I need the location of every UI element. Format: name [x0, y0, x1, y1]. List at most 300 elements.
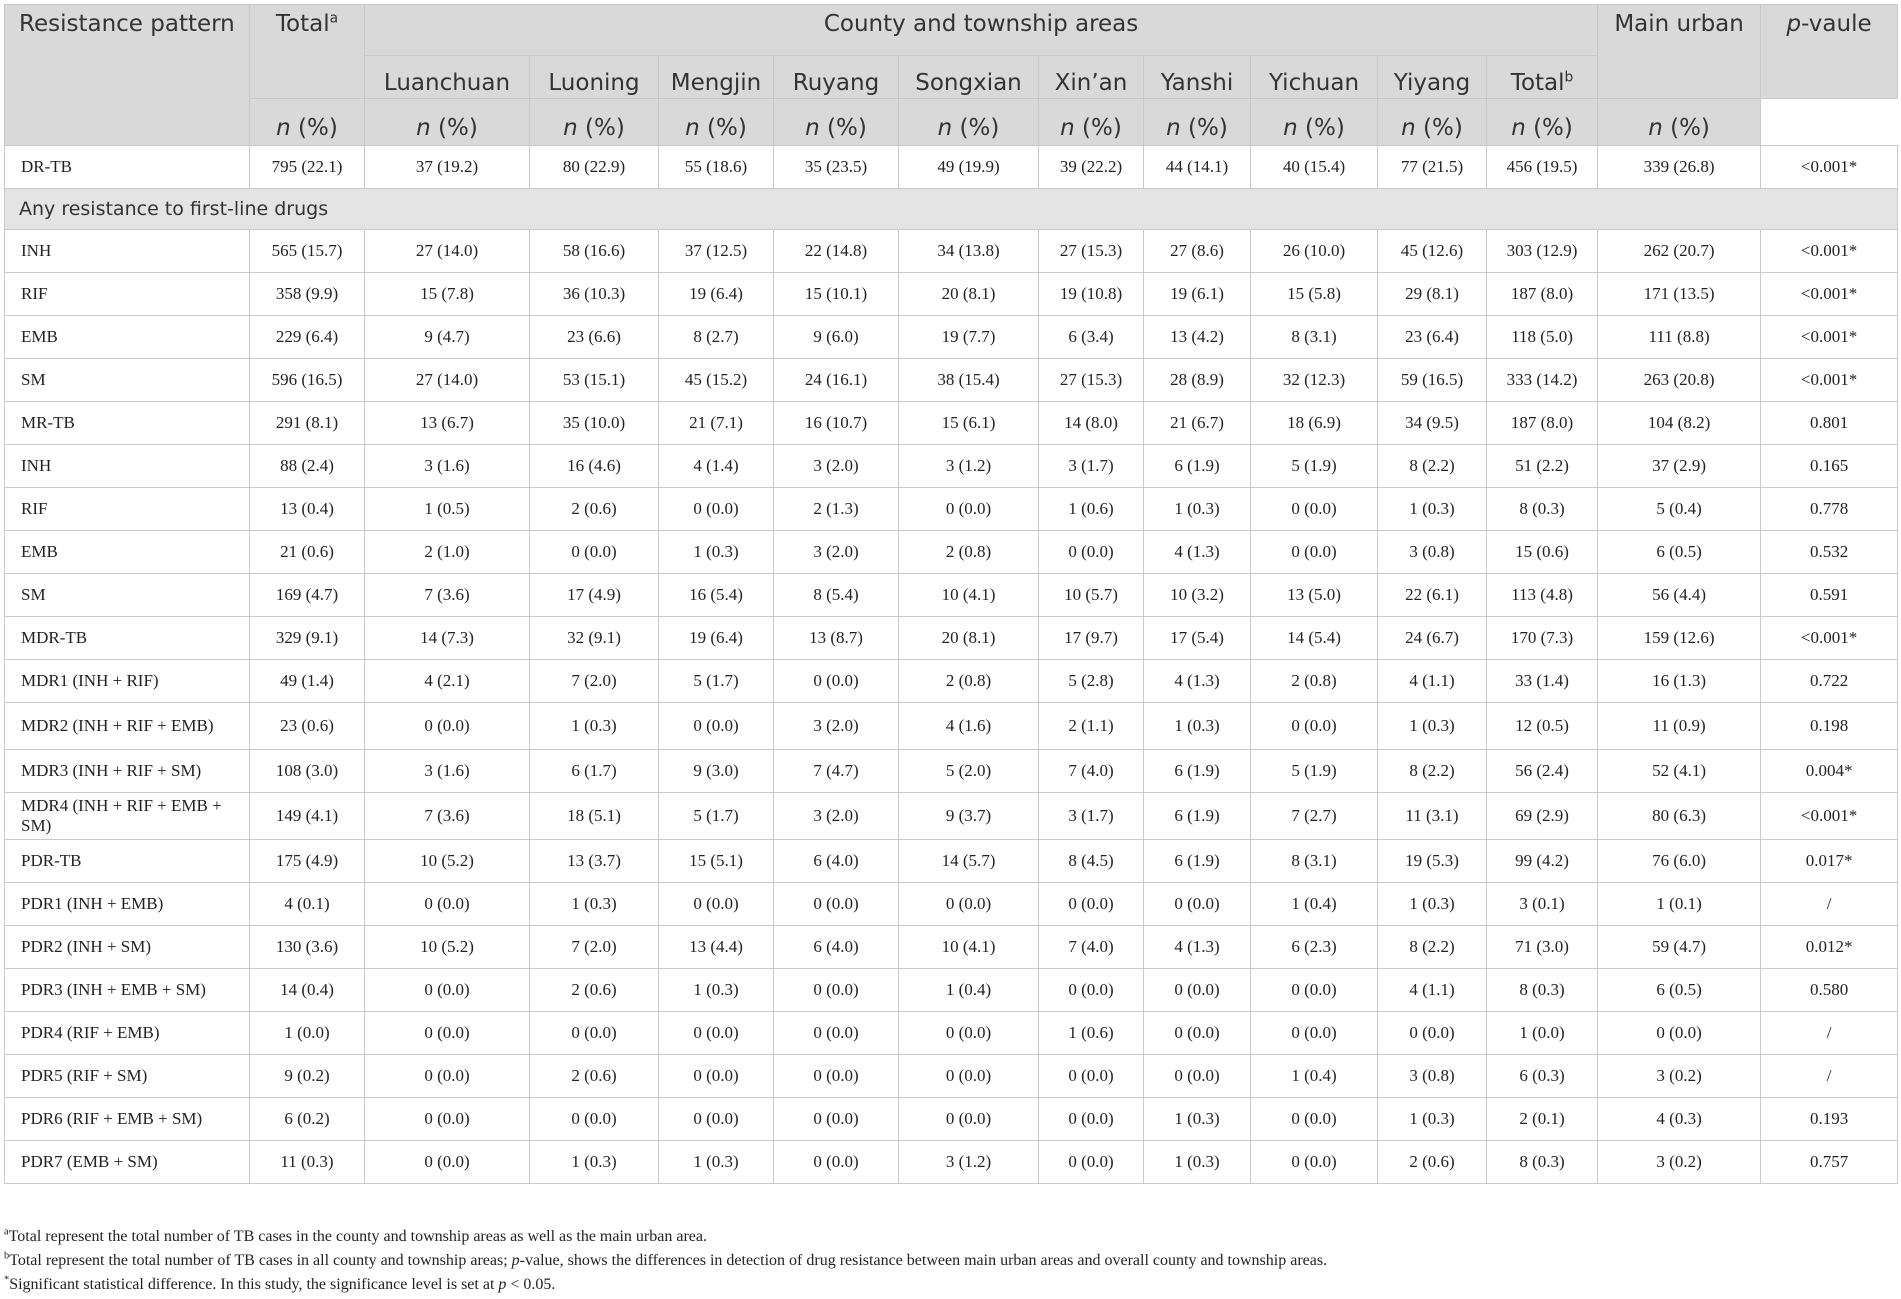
row-label: PDR3 (INH + EMB + SM) [5, 969, 250, 1012]
table-cell: 1 (0.3) [530, 1141, 659, 1184]
table-cell: 130 (3.6) [250, 926, 365, 969]
table-cell: 21 (6.7) [1144, 402, 1251, 445]
table-cell: 8 (5.4) [774, 574, 899, 617]
table-cell: 7 (4.7) [774, 750, 899, 793]
table-cell: 19 (6.1) [1144, 273, 1251, 316]
table-row [5, 230, 1898, 273]
p-value-cell: 0.012* [1761, 926, 1898, 969]
table-cell: 329 (9.1) [250, 617, 365, 660]
table-cell: 36 (10.3) [530, 273, 659, 316]
table-cell: 77 (21.5) [1378, 146, 1487, 189]
table-cell: 13 (4.2) [1144, 316, 1251, 359]
p-value-cell: 0.801 [1761, 402, 1898, 445]
table-row [5, 273, 1898, 316]
table-cell: 1 (0.3) [530, 883, 659, 926]
table-row [5, 316, 1898, 359]
table-cell: 3 (0.2) [1598, 1141, 1761, 1184]
table-cell: 6 (4.0) [774, 840, 899, 883]
table-cell: 13 (5.0) [1251, 574, 1378, 617]
table-cell: 6 (2.3) [1251, 926, 1378, 969]
table-cell: 3 (0.8) [1378, 1055, 1487, 1098]
table-cell: 0 (0.0) [365, 883, 530, 926]
row-label: MDR2 (INH + RIF + EMB) [5, 703, 250, 750]
table-body [5, 146, 1898, 1184]
col-header-county: Songxian [899, 56, 1039, 99]
table-header [5, 5, 1898, 146]
row-label: PDR4 (RIF + EMB) [5, 1012, 250, 1055]
table-cell: 0 (0.0) [1144, 883, 1251, 926]
row-label: INH [5, 445, 250, 488]
col-group-county-township: County and township areas [365, 5, 1598, 56]
table-cell: 71 (3.0) [1487, 926, 1598, 969]
table-cell: 11 (3.1) [1378, 793, 1487, 840]
col-header-county: Yichuan [1251, 56, 1378, 99]
table-cell: 14 (0.4) [250, 969, 365, 1012]
table-cell: 1 (0.3) [1144, 1141, 1251, 1184]
table-cell: 0 (0.0) [659, 488, 774, 531]
unit-label: n (%) [1251, 99, 1378, 146]
col-header-county: Yiyang [1378, 56, 1487, 99]
table-cell: 33 (1.4) [1487, 660, 1598, 703]
p-value-cell: <0.001* [1761, 793, 1898, 840]
table-cell: 12 (0.5) [1487, 703, 1598, 750]
table-cell: 187 (8.0) [1487, 273, 1598, 316]
table-cell: 5 (1.9) [1251, 750, 1378, 793]
table-row [5, 1055, 1898, 1098]
p-value-cell: <0.001* [1761, 316, 1898, 359]
col-header-county: Luanchuan [365, 56, 530, 99]
table-cell: 15 (10.1) [774, 273, 899, 316]
table-cell: 58 (16.6) [530, 230, 659, 273]
table-cell: 0 (0.0) [774, 1098, 899, 1141]
table-cell: 52 (4.1) [1598, 750, 1761, 793]
table-row [5, 969, 1898, 1012]
row-label: SM [5, 574, 250, 617]
p-value-cell: 0.532 [1761, 531, 1898, 574]
table-cell: 263 (20.8) [1598, 359, 1761, 402]
table-cell: 21 (7.1) [659, 402, 774, 445]
table-cell: 0 (0.0) [365, 1098, 530, 1141]
table-cell: 0 (0.0) [530, 531, 659, 574]
table-cell: 1 (0.4) [899, 969, 1039, 1012]
table-cell: 2 (1.0) [365, 531, 530, 574]
p-value-cell: / [1761, 1012, 1898, 1055]
row-label: EMB [5, 316, 250, 359]
table-cell: 59 (16.5) [1378, 359, 1487, 402]
table-cell: 0 (0.0) [365, 969, 530, 1012]
table-cell: 27 (15.3) [1039, 230, 1144, 273]
table-cell: 1 (0.0) [250, 1012, 365, 1055]
table-cell: 171 (13.5) [1598, 273, 1761, 316]
table-cell: 456 (19.5) [1487, 146, 1598, 189]
table-row [5, 574, 1898, 617]
p-value-cell: 0.017* [1761, 840, 1898, 883]
table-cell: 6 (1.9) [1144, 445, 1251, 488]
table-cell: 26 (10.0) [1251, 230, 1378, 273]
table-cell: 3 (0.8) [1378, 531, 1487, 574]
row-label: PDR1 (INH + EMB) [5, 883, 250, 926]
unit-label: n (%) [774, 99, 899, 146]
table-cell: 0 (0.0) [1039, 531, 1144, 574]
table-cell: 3 (1.7) [1039, 793, 1144, 840]
table-cell: 15 (6.1) [899, 402, 1039, 445]
table-cell: 291 (8.1) [250, 402, 365, 445]
table-cell: 20 (8.1) [899, 273, 1039, 316]
table-cell: 0 (0.0) [1251, 531, 1378, 574]
table-cell: 339 (26.8) [1598, 146, 1761, 189]
table-cell: 0 (0.0) [365, 1141, 530, 1184]
table-cell: 6 (0.5) [1598, 531, 1761, 574]
row-label: PDR7 (EMB + SM) [5, 1141, 250, 1184]
table-cell: 9 (3.0) [659, 750, 774, 793]
table-cell: 27 (15.3) [1039, 359, 1144, 402]
table-cell: 0 (0.0) [899, 488, 1039, 531]
table-cell: 2 (1.1) [1039, 703, 1144, 750]
table-cell: 1 (0.1) [1598, 883, 1761, 926]
table-cell: 3 (2.0) [774, 445, 899, 488]
table-cell: 28 (8.9) [1144, 359, 1251, 402]
table-cell: 56 (4.4) [1598, 574, 1761, 617]
table-row [5, 750, 1898, 793]
table-row [5, 531, 1898, 574]
unit-label: n (%) [250, 99, 365, 146]
table-cell: 27 (8.6) [1144, 230, 1251, 273]
table-cell: 1 (0.6) [1039, 488, 1144, 531]
table-cell: 23 (0.6) [250, 703, 365, 750]
table-cell: 8 (2.2) [1378, 926, 1487, 969]
table-cell: 1 (0.3) [1144, 1098, 1251, 1141]
table-cell: 35 (10.0) [530, 402, 659, 445]
drug-resistance-table [4, 4, 1898, 1184]
table-cell: 111 (8.8) [1598, 316, 1761, 359]
table-cell: 21 (0.6) [250, 531, 365, 574]
table-cell: 49 (19.9) [899, 146, 1039, 189]
table-cell: 16 (5.4) [659, 574, 774, 617]
table-cell: 8 (0.3) [1487, 969, 1598, 1012]
table-cell: 7 (2.0) [530, 926, 659, 969]
table-cell: 18 (5.1) [530, 793, 659, 840]
table-cell: 2 (0.6) [530, 488, 659, 531]
col-header-total: Total$^a$ [250, 5, 365, 99]
table-cell: 7 (4.0) [1039, 926, 1144, 969]
table-cell: 3 (1.7) [1039, 445, 1144, 488]
unit-label: n (%) [1378, 99, 1487, 146]
table-cell: 0 (0.0) [899, 1055, 1039, 1098]
table-cell: 45 (12.6) [1378, 230, 1487, 273]
table-cell: 262 (20.7) [1598, 230, 1761, 273]
table-cell: 0 (0.0) [1144, 1012, 1251, 1055]
table-cell: 4 (1.3) [1144, 926, 1251, 969]
table-row [5, 359, 1898, 402]
table-cell: 37 (12.5) [659, 230, 774, 273]
table-cell: 0 (0.0) [774, 1141, 899, 1184]
table-cell: 0 (0.0) [774, 883, 899, 926]
table-cell: 17 (4.9) [530, 574, 659, 617]
table-cell: 10 (3.2) [1144, 574, 1251, 617]
table-cell: 3 (1.2) [899, 1141, 1039, 1184]
table-cell: 2 (1.3) [774, 488, 899, 531]
table-cell: 2 (0.8) [899, 531, 1039, 574]
table-cell: 565 (15.7) [250, 230, 365, 273]
row-label: MDR1 (INH + RIF) [5, 660, 250, 703]
table-cell: 3 (2.0) [774, 703, 899, 750]
col-header-main-urban: Main urban [1598, 5, 1761, 99]
unit-label: n (%) [1598, 99, 1761, 146]
table-cell: 2 (0.1) [1487, 1098, 1598, 1141]
table-cell: 795 (22.1) [250, 146, 365, 189]
row-label: MDR4 (INH + RIF + EMB + SM) [5, 793, 250, 840]
table-cell: 15 (5.8) [1251, 273, 1378, 316]
table-cell: 0 (0.0) [365, 1055, 530, 1098]
row-label: PDR5 (RIF + SM) [5, 1055, 250, 1098]
table-cell: 0 (0.0) [530, 1012, 659, 1055]
table-cell: 8 (0.3) [1487, 1141, 1598, 1184]
unit-label: n (%) [659, 99, 774, 146]
table-cell: 6 (1.7) [530, 750, 659, 793]
p-value-cell: <0.001* [1761, 273, 1898, 316]
table-cell: 34 (9.5) [1378, 402, 1487, 445]
table-cell: 10 (4.1) [899, 926, 1039, 969]
table-cell: 0 (0.0) [774, 1012, 899, 1055]
table-cell: 45 (15.2) [659, 359, 774, 402]
table-cell: 34 (13.8) [899, 230, 1039, 273]
table-cell: 104 (8.2) [1598, 402, 1761, 445]
table-cell: 14 (5.4) [1251, 617, 1378, 660]
table-cell: 0 (0.0) [899, 1098, 1039, 1141]
table-cell: 38 (15.4) [899, 359, 1039, 402]
table-cell: 88 (2.4) [250, 445, 365, 488]
table-cell: 4 (1.3) [1144, 660, 1251, 703]
table-cell: 0 (0.0) [774, 660, 899, 703]
table-cell: 0 (0.0) [659, 1098, 774, 1141]
footnote-a: $^a$Total represent the total number of TB cases in the county and township areas as well as the main urban area. [4, 1226, 707, 1245]
table-cell: 14 (7.3) [365, 617, 530, 660]
table-cell: 16 (4.6) [530, 445, 659, 488]
table-cell: 3 (1.6) [365, 445, 530, 488]
table-cell: 1 (0.3) [1378, 703, 1487, 750]
table-cell: 76 (6.0) [1598, 840, 1761, 883]
table-cell: 18 (6.9) [1251, 402, 1378, 445]
table-cell: 5 (0.4) [1598, 488, 1761, 531]
unit-label: n (%) [365, 99, 530, 146]
p-value-cell: 0.722 [1761, 660, 1898, 703]
table-cell: 0 (0.0) [1039, 1098, 1144, 1141]
table-cell: 6 (3.4) [1039, 316, 1144, 359]
table-cell: 149 (4.1) [250, 793, 365, 840]
table-cell: 3 (0.2) [1598, 1055, 1761, 1098]
table-cell: 7 (3.6) [365, 793, 530, 840]
table-cell: 1 (0.3) [1144, 703, 1251, 750]
table-cell: 22 (14.8) [774, 230, 899, 273]
table-cell: 6 (0.2) [250, 1098, 365, 1141]
table-cell: 7 (2.0) [530, 660, 659, 703]
table-cell: 13 (0.4) [250, 488, 365, 531]
table-cell: 10 (5.2) [365, 926, 530, 969]
table-cell: 0 (0.0) [1144, 969, 1251, 1012]
table-cell: 53 (15.1) [530, 359, 659, 402]
row-label: DR-TB [5, 146, 250, 189]
col-header-resistance-pattern: Resistance pattern [5, 5, 250, 146]
table-cell: 0 (0.0) [774, 969, 899, 1012]
table-cell: 1 (0.3) [659, 1141, 774, 1184]
p-value-cell: / [1761, 1055, 1898, 1098]
table-cell: 4 (1.6) [899, 703, 1039, 750]
table-cell: 159 (12.6) [1598, 617, 1761, 660]
table-cell: 1 (0.3) [1378, 488, 1487, 531]
p-value-cell: <0.001* [1761, 359, 1898, 402]
col-header-p-value: p-vaule [1761, 5, 1898, 99]
table-cell: 4 (0.1) [250, 883, 365, 926]
table-cell: 0 (0.0) [1251, 1012, 1378, 1055]
table-cell: 0 (0.0) [1039, 969, 1144, 1012]
col-header-county: Xin’an [1039, 56, 1144, 99]
table-cell: 0 (0.0) [1251, 1098, 1378, 1141]
table-cell: 49 (1.4) [250, 660, 365, 703]
table-container [4, 4, 1897, 1184]
p-value-cell: <0.001* [1761, 230, 1898, 273]
table-cell: 5 (1.7) [659, 793, 774, 840]
p-value-cell: 0.591 [1761, 574, 1898, 617]
p-value-cell: 0.778 [1761, 488, 1898, 531]
table-cell: 19 (5.3) [1378, 840, 1487, 883]
row-label: PDR6 (RIF + EMB + SM) [5, 1098, 250, 1141]
table-cell: 0 (0.0) [1039, 1055, 1144, 1098]
table-cell: 39 (22.2) [1039, 146, 1144, 189]
table-cell: 0 (0.0) [774, 1055, 899, 1098]
table-cell: 40 (15.4) [1251, 146, 1378, 189]
unit-label: n (%) [530, 99, 659, 146]
table-cell: 358 (9.9) [250, 273, 365, 316]
table-cell: 2 (0.8) [1251, 660, 1378, 703]
table-cell: 69 (2.9) [1487, 793, 1598, 840]
table-cell: 4 (2.1) [365, 660, 530, 703]
table-cell: 17 (5.4) [1144, 617, 1251, 660]
table-cell: 1 (0.3) [659, 531, 774, 574]
table-cell: 0 (0.0) [659, 883, 774, 926]
unit-label: n (%) [1144, 99, 1251, 146]
table-cell: 44 (14.1) [1144, 146, 1251, 189]
table-row [5, 488, 1898, 531]
table-cell: 5 (2.8) [1039, 660, 1144, 703]
table-row [5, 617, 1898, 660]
table-cell: 14 (5.7) [899, 840, 1039, 883]
table-cell: 3 (2.0) [774, 531, 899, 574]
table-cell: 0 (0.0) [365, 703, 530, 750]
col-header-county: Yanshi [1144, 56, 1251, 99]
table-cell: 3 (0.1) [1487, 883, 1598, 926]
col-header-county-total: Total$^b$ [1487, 56, 1598, 99]
table-cell: 9 (3.7) [899, 793, 1039, 840]
unit-label: n (%) [1487, 99, 1598, 146]
table-cell: 1 (0.3) [1144, 488, 1251, 531]
table-row [5, 840, 1898, 883]
p-value-cell: 0.757 [1761, 1141, 1898, 1184]
table-row [5, 1012, 1898, 1055]
table-cell: 32 (12.3) [1251, 359, 1378, 402]
table-cell: 6 (0.3) [1487, 1055, 1598, 1098]
section-row [5, 189, 1898, 230]
table-cell: 170 (7.3) [1487, 617, 1598, 660]
table-cell: 0 (0.0) [1144, 1055, 1251, 1098]
table-cell: 9 (4.7) [365, 316, 530, 359]
table-cell: 113 (4.8) [1487, 574, 1598, 617]
table-cell: 6 (1.9) [1144, 840, 1251, 883]
table-cell: 0 (0.0) [1251, 969, 1378, 1012]
table-cell: 0 (0.0) [530, 1098, 659, 1141]
table-cell: 3 (2.0) [774, 793, 899, 840]
table-cell: 5 (1.9) [1251, 445, 1378, 488]
table-cell: 1 (0.3) [1378, 883, 1487, 926]
table-cell: 32 (9.1) [530, 617, 659, 660]
table-cell: 99 (4.2) [1487, 840, 1598, 883]
units-row [5, 99, 1898, 146]
footnotes [4, 1225, 1897, 1297]
table-cell: 13 (8.7) [774, 617, 899, 660]
table-cell: 303 (12.9) [1487, 230, 1598, 273]
table-cell: 37 (2.9) [1598, 445, 1761, 488]
table-cell: 0 (0.0) [659, 703, 774, 750]
row-label: MDR3 (INH + RIF + SM) [5, 750, 250, 793]
table-cell: 8 (3.1) [1251, 316, 1378, 359]
p-value-cell: <0.001* [1761, 146, 1898, 189]
table-cell: 118 (5.0) [1487, 316, 1598, 359]
table-cell: 9 (0.2) [250, 1055, 365, 1098]
table-cell: 1 (0.4) [1251, 1055, 1378, 1098]
table-cell: 4 (0.3) [1598, 1098, 1761, 1141]
table-row [5, 793, 1898, 840]
table-cell: 8 (2.2) [1378, 445, 1487, 488]
table-cell: 0 (0.0) [1039, 1141, 1144, 1184]
table-cell: 11 (0.3) [250, 1141, 365, 1184]
table-cell: 0 (0.0) [659, 1012, 774, 1055]
table-row [5, 1098, 1898, 1141]
table-cell: 1 (0.6) [1039, 1012, 1144, 1055]
table-cell: 169 (4.7) [250, 574, 365, 617]
unit-label: n (%) [899, 99, 1039, 146]
row-label: MR-TB [5, 402, 250, 445]
table-cell: 5 (1.7) [659, 660, 774, 703]
table-cell: 4 (1.3) [1144, 531, 1251, 574]
table-cell: 15 (0.6) [1487, 531, 1598, 574]
table-cell: 1 (0.5) [365, 488, 530, 531]
p-value-cell: 0.198 [1761, 703, 1898, 750]
table-cell: 0 (0.0) [1251, 488, 1378, 531]
table-cell: 17 (9.7) [1039, 617, 1144, 660]
p-value-cell: 0.004* [1761, 750, 1898, 793]
table-cell: 229 (6.4) [250, 316, 365, 359]
table-cell: 16 (1.3) [1598, 660, 1761, 703]
table-cell: 80 (6.3) [1598, 793, 1761, 840]
table-cell: 0 (0.0) [899, 883, 1039, 926]
table-cell: 8 (2.2) [1378, 750, 1487, 793]
table-row [5, 703, 1898, 750]
table-cell: 4 (1.1) [1378, 969, 1487, 1012]
table-cell: 23 (6.6) [530, 316, 659, 359]
row-label: INH [5, 230, 250, 273]
row-label: PDR2 (INH + SM) [5, 926, 250, 969]
table-cell: 35 (23.5) [774, 146, 899, 189]
table-cell: 9 (6.0) [774, 316, 899, 359]
table-row [5, 926, 1898, 969]
table-cell: 6 (4.0) [774, 926, 899, 969]
table-cell: 1 (0.3) [1378, 1098, 1487, 1141]
table-cell: 333 (14.2) [1487, 359, 1598, 402]
table-cell: 29 (8.1) [1378, 273, 1487, 316]
table-cell: 10 (5.2) [365, 840, 530, 883]
table-cell: 19 (7.7) [899, 316, 1039, 359]
table-cell: 4 (1.4) [659, 445, 774, 488]
table-cell: 1 (0.3) [659, 969, 774, 1012]
